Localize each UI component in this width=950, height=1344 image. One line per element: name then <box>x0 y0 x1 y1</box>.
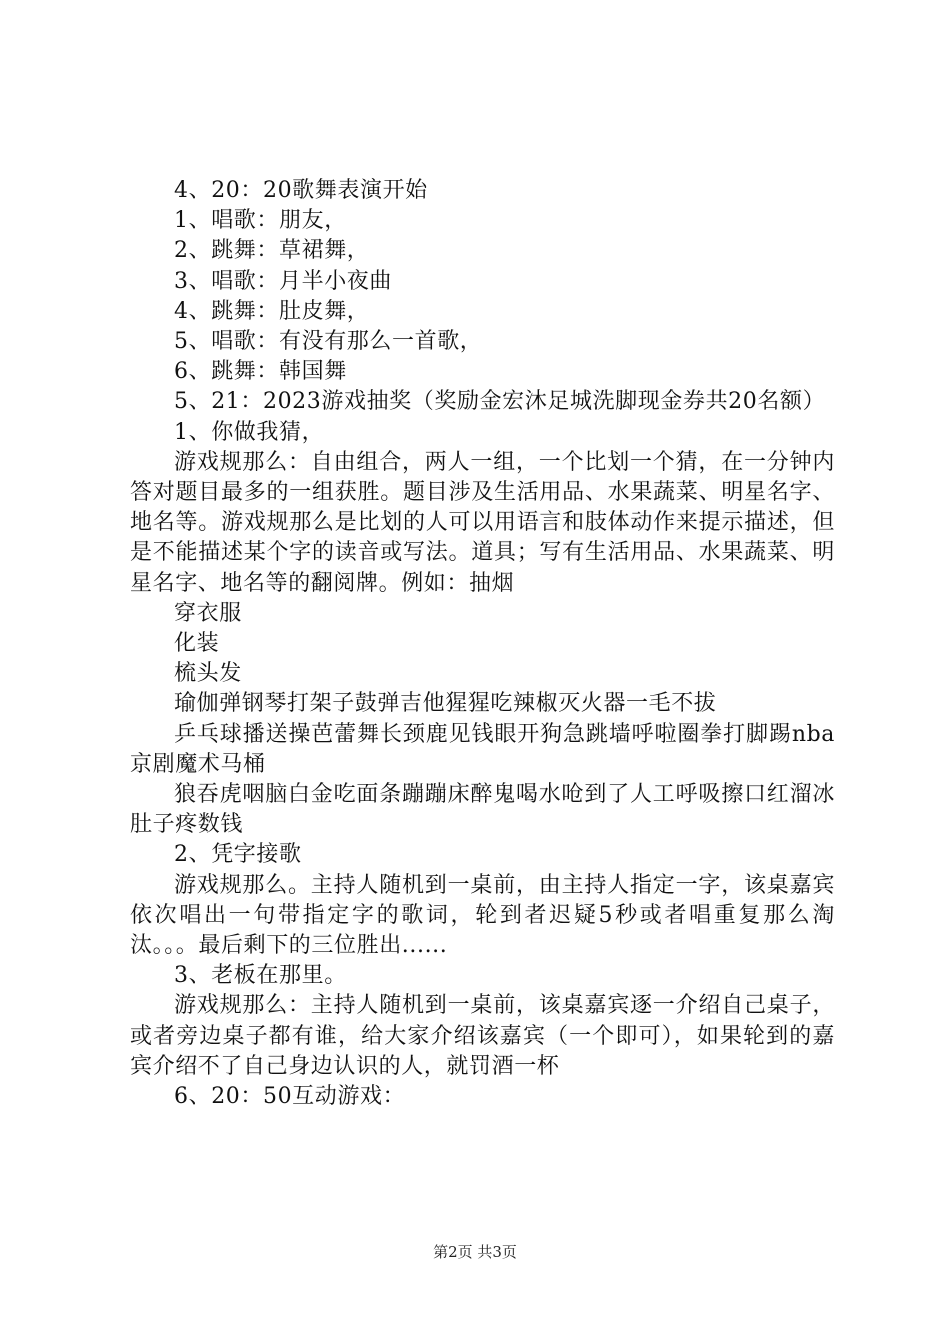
game-rules-paragraph: 游戏规那么。主持人随机到一桌前，由主持人指定一字，该桌嘉宾依次唱出一句带指定字的歌词，轮到者迟疑5秒或者唱重复那么淘汰。。。最后剩下的三位胜出...... <box>130 872 835 959</box>
program-item: 5、唱歌：有没有那么一首歌， <box>174 329 483 355</box>
section-heading-dance-show: 4、20：20歌舞表演开始 <box>174 178 428 203</box>
program-item: 1、唱歌：朋友， <box>174 208 347 234</box>
game-rules-paragraph: 游戏规那么：主持人随机到一桌前，该桌嘉宾逐一介绍自己桌子，或者旁边桌子都有谁，给大家介绍该嘉宾（一个即可），如果轮到的嘉宾介绍不了自己身边认识的人，就罚酒一杯 <box>130 993 835 1079</box>
example-word-list: 乒乓球播送操芭蕾舞长颈鹿见钱眼开狗急跳墙呼啦圈拳打脚踢nba京剧魔术马桶 <box>130 721 835 777</box>
example-word: 化装 <box>174 631 220 657</box>
page-footer: 第2页 共3页 <box>433 1243 517 1261</box>
game-title: 3、老板在那里。 <box>174 963 347 989</box>
example-word: 穿衣服 <box>174 600 242 626</box>
section-heading-interactive-games: 6、20：50互动游戏： <box>174 1084 406 1110</box>
game-title: 2、凭字接歌 <box>174 842 302 868</box>
example-word: 梳头发 <box>174 661 242 687</box>
program-item: 3、唱歌：月半小夜曲 <box>174 268 392 294</box>
game-rules-paragraph: 游戏规那么：自由组合，两人一组，一个比划一个猜，在一分钟内答对题目最多的一组获胜。题目涉及生活用品、水果蔬菜、明星名字、地名等。游戏规那么是比划的人可以用语言和肢体动作来提示描述，但是不能描述某个字的读音或写法。道具；写有生活用品、水果蔬菜、明星名字、地名等的翻阅牌。例如：抽烟 <box>130 449 835 596</box>
program-item: 4、跳舞：肚皮舞， <box>174 298 370 324</box>
program-item: 2、跳舞：草裙舞， <box>174 238 370 264</box>
document-body <box>130 176 835 1112</box>
section-heading-lottery: 5、21：2023游戏抽奖（奖励金宏沐足城洗脚现金券共20名额） <box>174 389 826 415</box>
example-word-list: 狼吞虎咽脑白金吃面条蹦蹦床醉鬼喝水呛到了人工呼吸擦口红溜冰肚子疼数钱 <box>130 782 835 838</box>
program-item: 6、跳舞：韩国舞 <box>174 359 347 385</box>
game-title: 1、你做我猜， <box>174 419 325 445</box>
example-word-list: 瑜伽弹钢琴打架子鼓弹吉他猩猩吃辣椒灭火器一毛不拔 <box>174 691 717 717</box>
